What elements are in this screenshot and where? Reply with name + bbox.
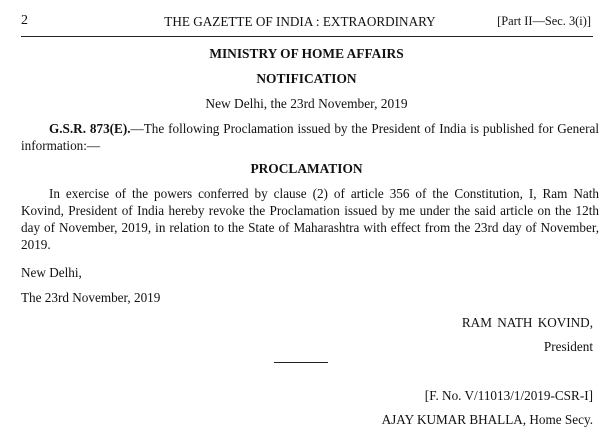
ministry-heading: MINISTRY OF HOME AFFAIRS xyxy=(209,46,404,61)
signoff-date: The 23rd November, 2019 xyxy=(21,290,161,305)
gazette-title: THE GAZETTE OF INDIA : EXTRAORDINARY xyxy=(164,14,436,29)
part-section: [Part II—Sec. 3(i)] xyxy=(497,14,591,28)
signoff-place: New Delhi, xyxy=(21,265,82,280)
officer-signature: AJAY KUMAR BHALLA, Home Secy. xyxy=(381,412,593,427)
gsr-number: G.S.R. 873(E). xyxy=(49,121,131,136)
signatory-title: President xyxy=(543,339,593,354)
place-date-line: New Delhi, the 23rd November, 2019 xyxy=(205,96,408,111)
notification-heading: NOTIFICATION xyxy=(256,71,357,86)
header-rule xyxy=(21,36,593,37)
separator-rule xyxy=(274,362,328,363)
proclamation-heading: PROCLAMATION xyxy=(250,161,363,176)
gsr-paragraph xyxy=(21,120,599,154)
proclamation-paragraph: In exercise of the powers conferred by clause (2) of article 356 of the Constitution, I, Ram Nath Kovind, President of India hereby revoke the Proclamation issued by me under the said article on the 12th day of November, 2019, in relation to the State of Maharashtra with effect from the 23rd day of November, 2019. xyxy=(21,186,599,252)
file-number: [F. No. V/11013/1/2019-CSR-I] xyxy=(424,388,593,403)
gsr-text: —The following Proclamation issued by the President of India is published for General information:— xyxy=(21,121,599,153)
page-number: 2 xyxy=(21,13,28,28)
signatory-name: RAM NATH KOVIND, xyxy=(461,315,593,330)
